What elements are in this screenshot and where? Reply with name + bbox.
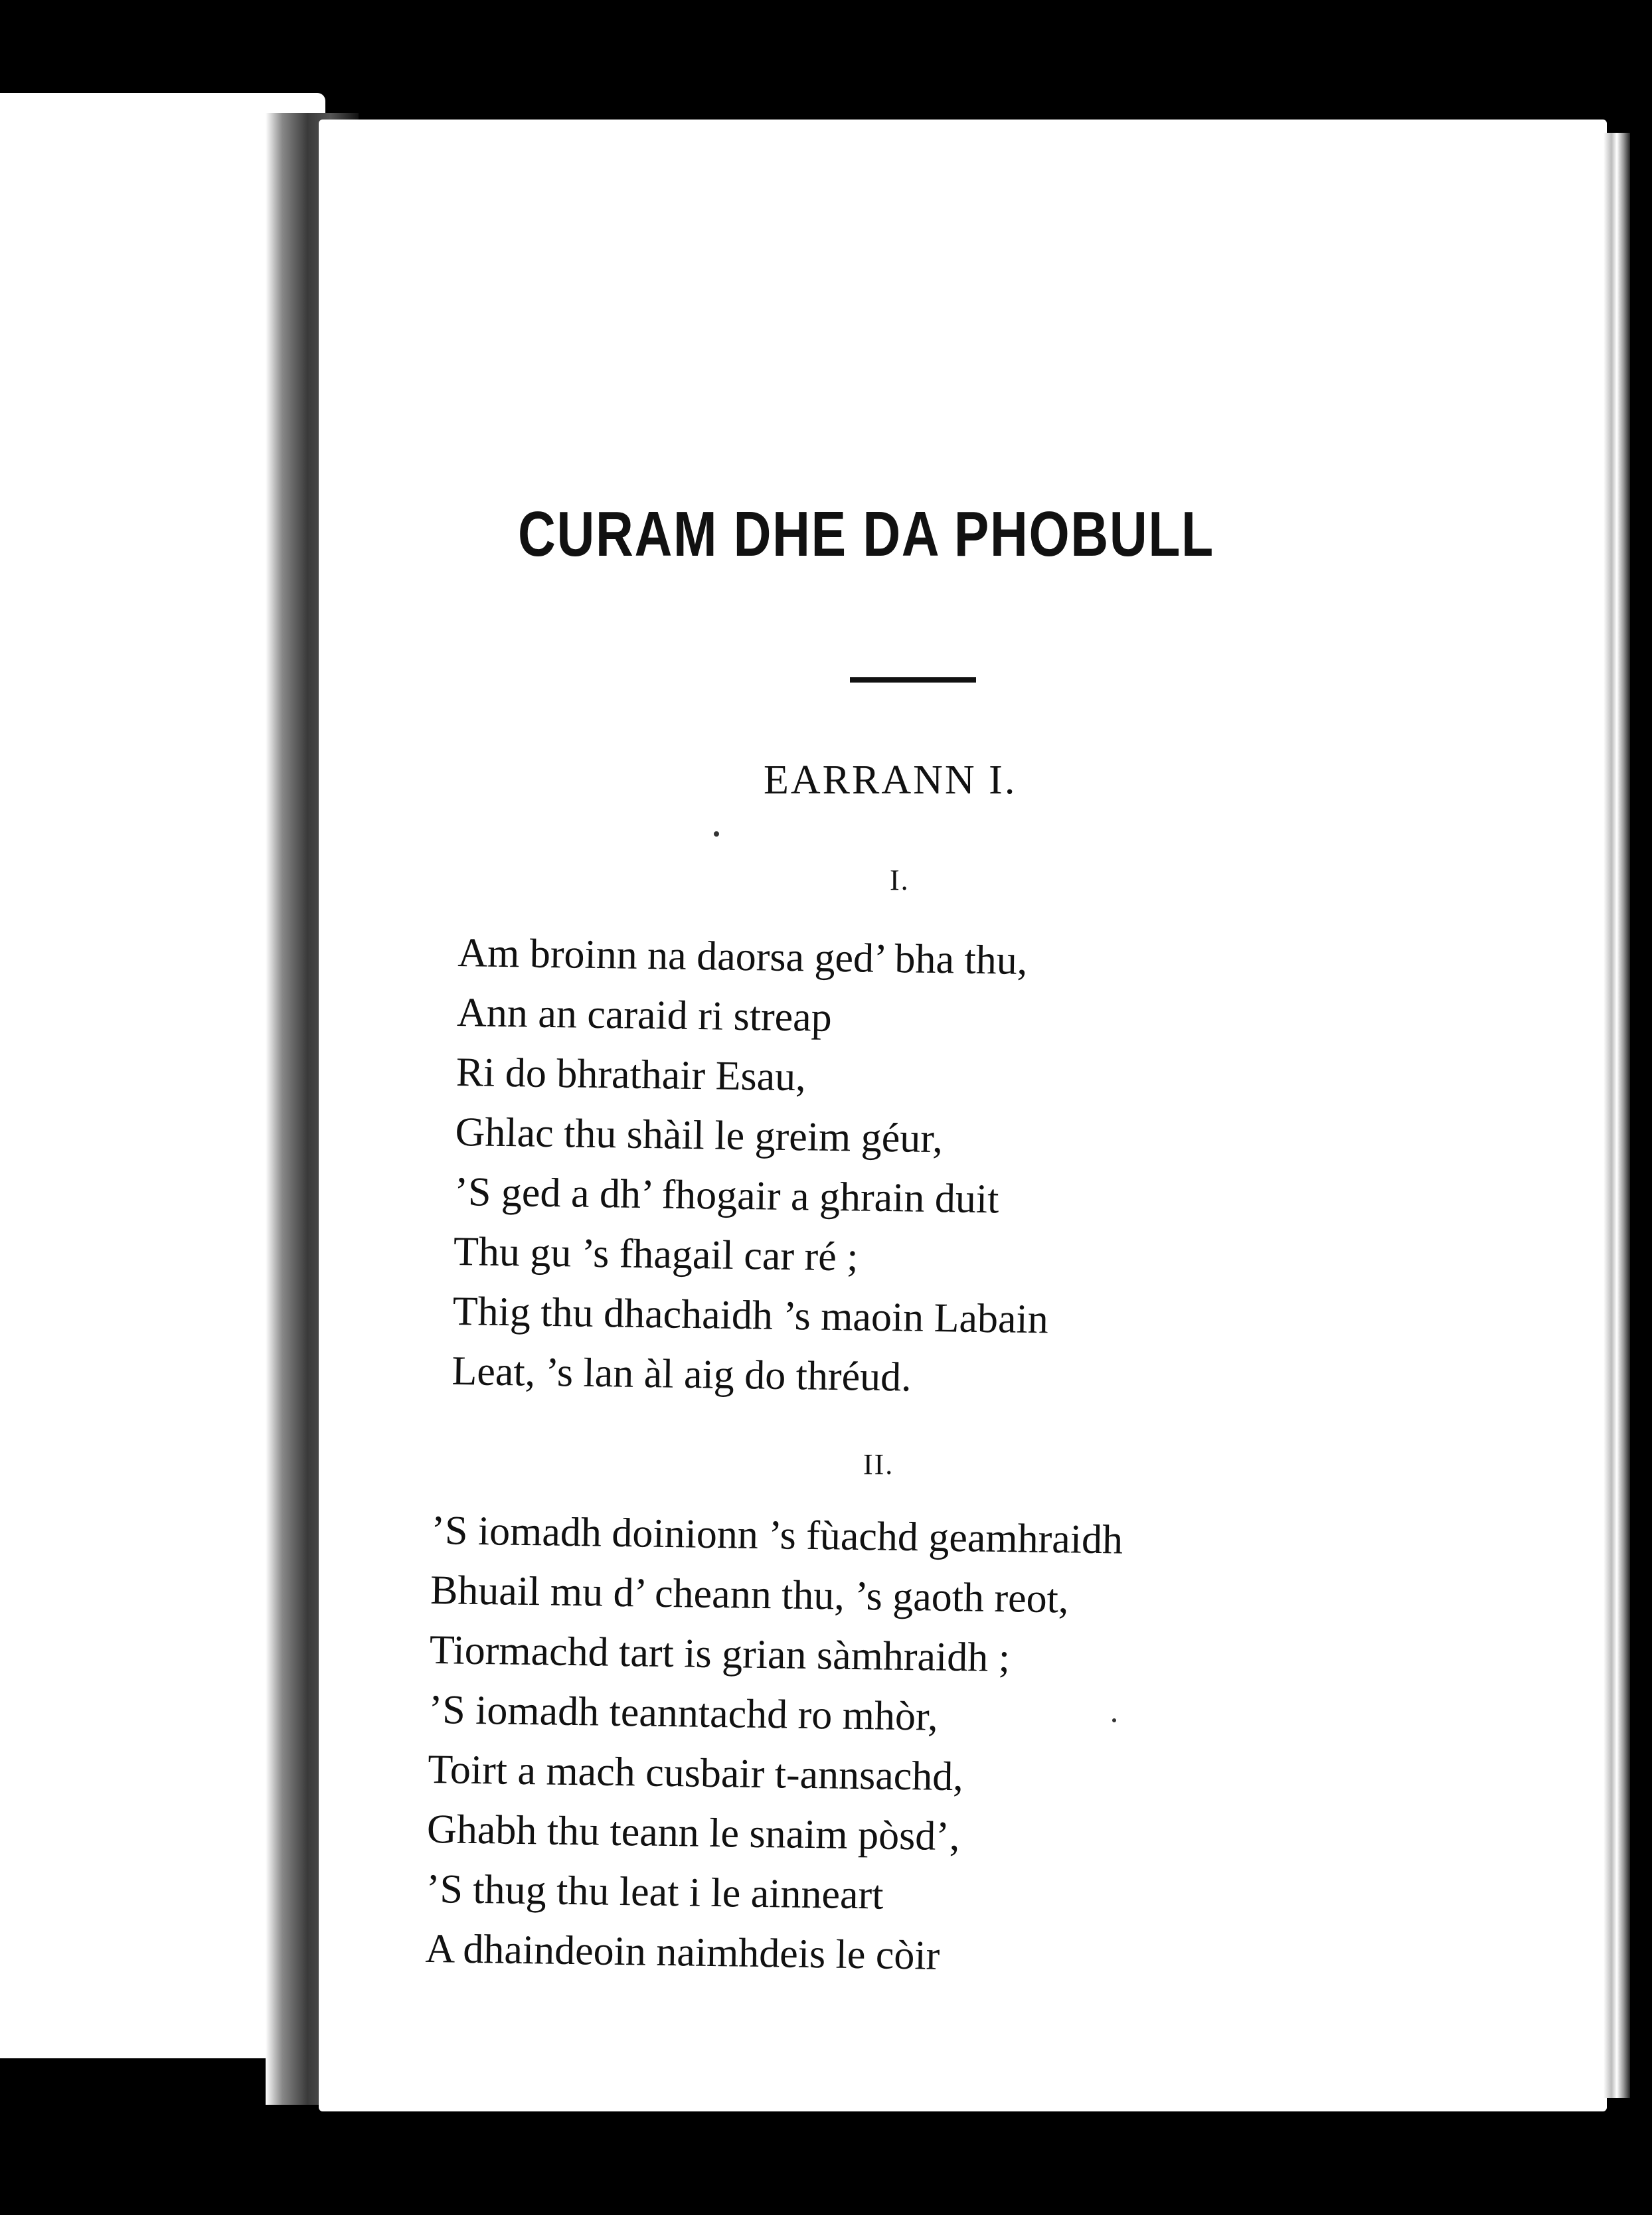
verse-line: Ghabh thu teann le snaim pòsd’, [426, 1806, 960, 1860]
stanza-number: I. [890, 864, 910, 896]
verse-line: ’S iomadh teanntachd ro mhòr, [428, 1686, 939, 1740]
verse-line: ’S thug thu leat i le ainneart [426, 1866, 884, 1918]
section-heading: EARRANN I. [764, 758, 1017, 803]
stanza-number: II. [863, 1448, 894, 1481]
title-rule [850, 677, 976, 683]
verse-line: Am broinn na daorsa ged’ bha thu, [457, 930, 1028, 983]
verse-line: Tiormachd tart is grian sàmhraidh ; [429, 1627, 1011, 1681]
verse-line: Ri do bhrathair Esau, [455, 1049, 807, 1100]
verse-line: Leat, ’s lan àl aig do thréud. [452, 1348, 912, 1400]
verse-line: Bhuail mu d’ cheann thu, ’s gaoth reot, [430, 1567, 1069, 1622]
page-edge [1604, 133, 1630, 2098]
verse-line: ’S ged a dh’ fhogair a ghrain duit [454, 1169, 999, 1222]
verse-line: Ghlac thu shàil le greim géur, [455, 1109, 944, 1162]
verse-line: A dhaindeoin naimhdeis le còir [425, 1926, 940, 1979]
verse-line: ’S iomadh doinionn ’s fùachd geamhraidh [430, 1507, 1123, 1563]
verse-line: Thu gu ’s fhagail car ré ; [453, 1228, 859, 1280]
stanza [425, 1501, 1123, 1988]
verse-line: Toirt a mach cusbair t-annsachd, [427, 1746, 964, 1800]
ink-speck [1112, 1718, 1116, 1722]
stanza [452, 923, 1054, 1409]
ink-speck [714, 831, 719, 837]
verse-line: Thig thu dhachaidh ’s maoin Labain [452, 1288, 1049, 1343]
page-title: CURAM DHE DA PHOBULL [518, 499, 1214, 570]
verse-line: Ann an caraid ri streap [456, 989, 833, 1040]
